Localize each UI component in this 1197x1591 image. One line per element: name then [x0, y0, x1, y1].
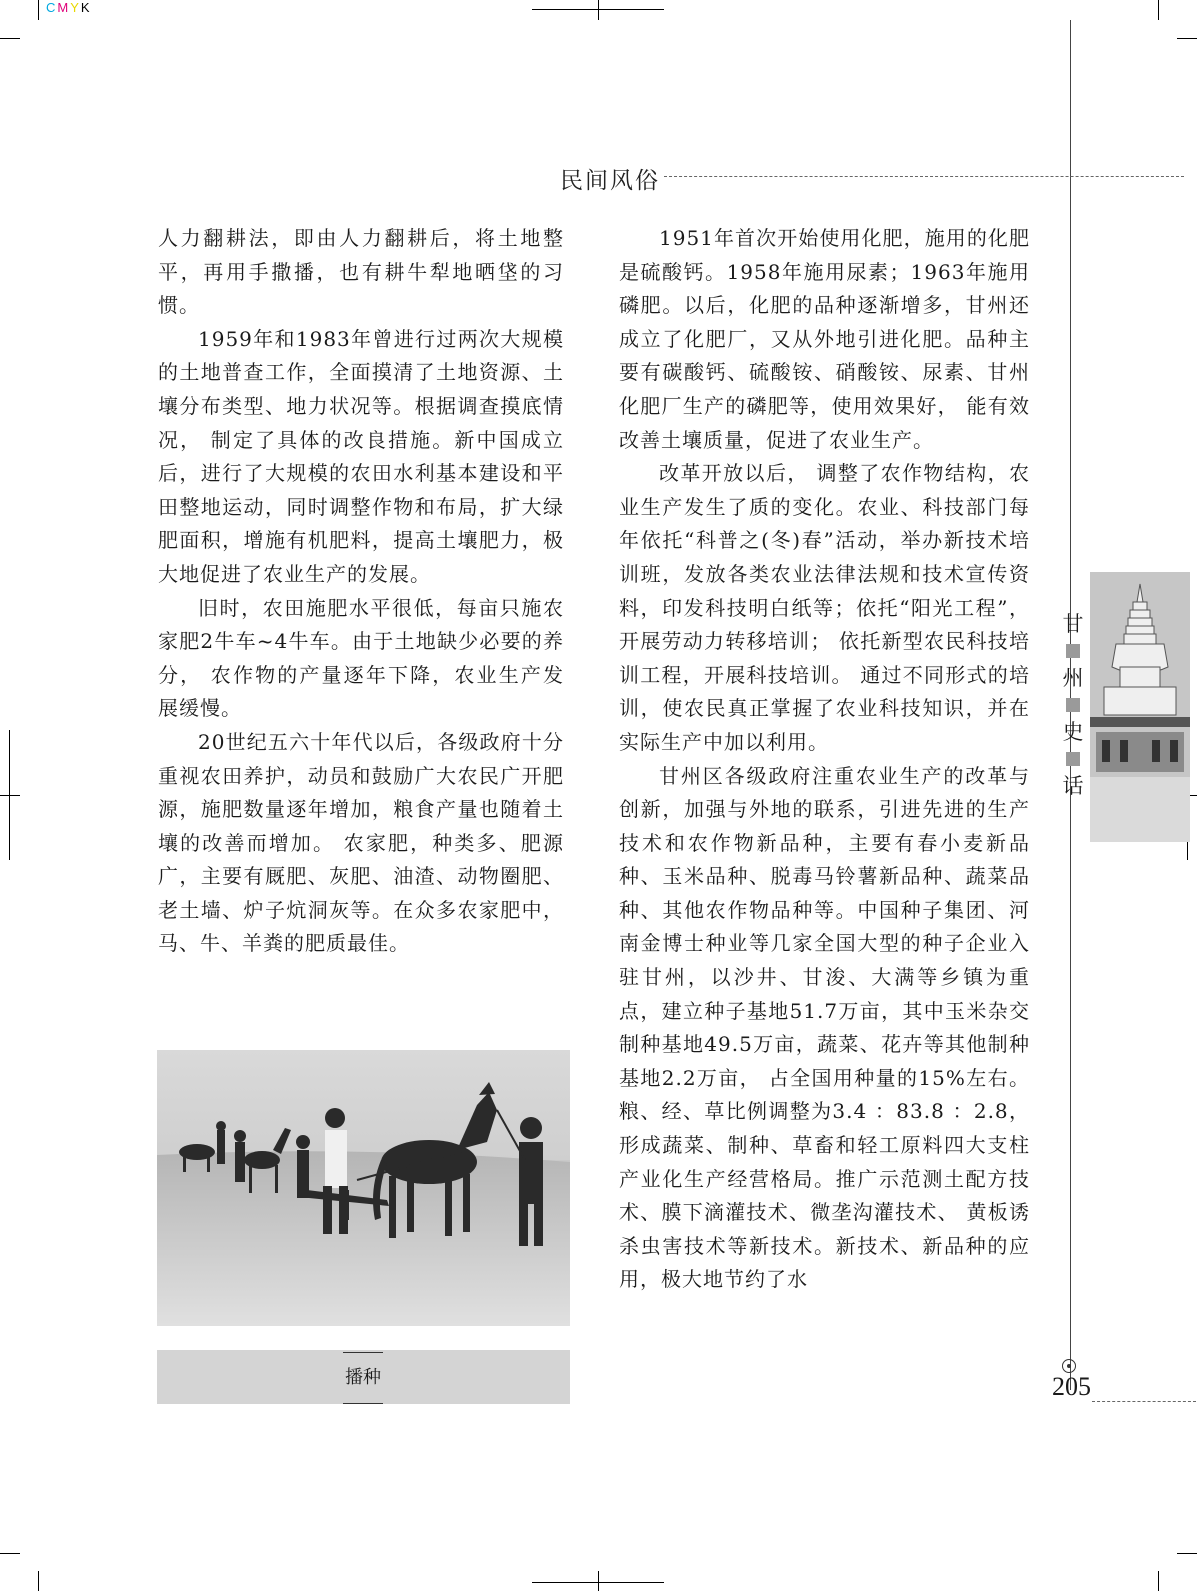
cmyk-k: K — [80, 0, 92, 15]
cmyk-m: M — [57, 0, 71, 15]
series-char: 甘 — [1062, 612, 1084, 636]
paragraph: 人力翻耕法，即由人力翻耕后，将土地整平，再用手撒播，也有耕牛犁地晒垡的习惯。 — [158, 226, 564, 318]
left-column — [158, 222, 564, 961]
crop-mark — [1177, 1553, 1197, 1554]
crop-mark — [1158, 0, 1159, 20]
series-char: 史 — [1062, 720, 1084, 744]
page-number: 205 — [1052, 1372, 1091, 1401]
series-char: 州 — [1062, 666, 1084, 690]
separator-square — [1066, 698, 1080, 712]
header-rule — [664, 176, 1184, 177]
series-char: 话 — [1062, 774, 1084, 798]
crop-mark — [0, 38, 20, 39]
paragraph: 甘州区各级政府注重农业生产的改革与创新，加强与外地的联系，引进先进的生产技术和农作物新品种，主要有春小麦新品种、玉米品种、脱毒马铃薯新品种、蔬菜品种、其他农作物品种等。中国种子集团、河南金博士种业等几家全国大型的种子企业入驻甘州，以沙井、甘浚、大满等乡镇为重点，建立种子基地51.7万亩，其中玉米杂交制种基地49.5万亩，蔬菜、花卉等其他制种基地2.2万亩， 占全国用种量的15%左右。粮、经、草比例调整为3.4 ：83.8 ：2.8，形成蔬菜、制种、草畜和轻工原料四大支柱产业化生产经营格局。推广示范测土配方技术、膜下滴灌技术、微垄沟灌技术、 黄板诱杀虫害技术等新技术。新技术、新品种的应用，极大地节约了水 — [619, 763, 1030, 1292]
right-column — [619, 222, 1030, 1297]
footer-rule — [1092, 1401, 1196, 1402]
crop-mark — [38, 0, 39, 20]
paragraph: 1959年和1983年曾进行过两次大规模的土地普查工作，全面摸清了土地资源、土壤分布类型、地力状况等。根据调查摸底情况， 制定了具体的改良措施。新中国成立后，进行了大规模的农田水利基本建设和平田整地运动，同时调整作物和布局，扩大绿肥面积，增施有机肥料，提高土壤肥力，极大地促进了农业生产的发展。 — [158, 326, 564, 586]
pagoda-photo — [1090, 572, 1190, 842]
cmyk-c: C — [46, 0, 58, 15]
sowing-photo — [157, 1050, 570, 1326]
crop-mark — [598, 0, 599, 20]
separator-square — [1066, 644, 1080, 658]
section-title: 民间风俗 — [560, 168, 660, 194]
sowing-illustration — [157, 1050, 570, 1326]
crop-mark — [1177, 38, 1197, 39]
paragraph: 旧时，农田施肥水平很低，每亩只施农家肥2牛车~4牛车。由于土地缺少必要的养分， 农作物的产量逐年下降，农业生产发展缓慢。 — [158, 595, 564, 721]
crop-mark — [0, 795, 20, 796]
cmyk-y: Y — [70, 0, 81, 15]
page-marker-icon — [1062, 1359, 1076, 1373]
crop-mark — [1158, 1571, 1159, 1591]
crop-mark — [598, 1571, 599, 1591]
paragraph: 1951年首次开始使用化肥，施用的化肥是硫酸钙。1958年施用尿素；1963年施用磷肥。以后，化肥的品种逐渐增多，甘州还成立了化肥厂，又从外地引进化肥。品种主要有碳酸钙、硫酸铵、硝酸铵、尿素、甘州化肥厂生产的磷肥等，使用效果好， 能有效改善土壤质量，促进了农业生产。 — [619, 226, 1030, 452]
separator-square — [1066, 752, 1080, 766]
crop-mark — [0, 1553, 20, 1554]
paragraph: 改革开放以后， 调整了农作物结构，农业生产发生了质的变化。农业、科技部门每年依托“科普之(冬)春”活动，举办新技术培训班，发放各类农业法律法规和技术宣传资料，印发科技明白纸等；依托“阳光工程”，开展劳动力转移培训； 依托新型农民科技培训工程，开展科技培训。 通过不同形式的培训，使农民真正掌握了农业科技知识，并在实际生产中加以利用。 — [619, 461, 1030, 754]
pagoda-illustration — [1090, 572, 1190, 842]
cmyk-label — [46, 0, 92, 15]
paragraph: 20世纪五六十年代以后，各级政府十分重视农田养护，动员和鼓励广大农民广开肥源，施肥数量逐年增加，粮食产量也随着土壤的改善而增加。 农家肥，种类多、肥源广，主要有厩肥、灰肥、油渣、动物圈肥、老土墙、炉子炕洞灰等。在众多农家肥中，马、牛、羊粪的肥质最佳。 — [158, 729, 564, 956]
series-title — [1060, 610, 1086, 800]
crop-mark — [38, 1571, 39, 1591]
photo-caption: 播种 — [343, 1352, 383, 1404]
